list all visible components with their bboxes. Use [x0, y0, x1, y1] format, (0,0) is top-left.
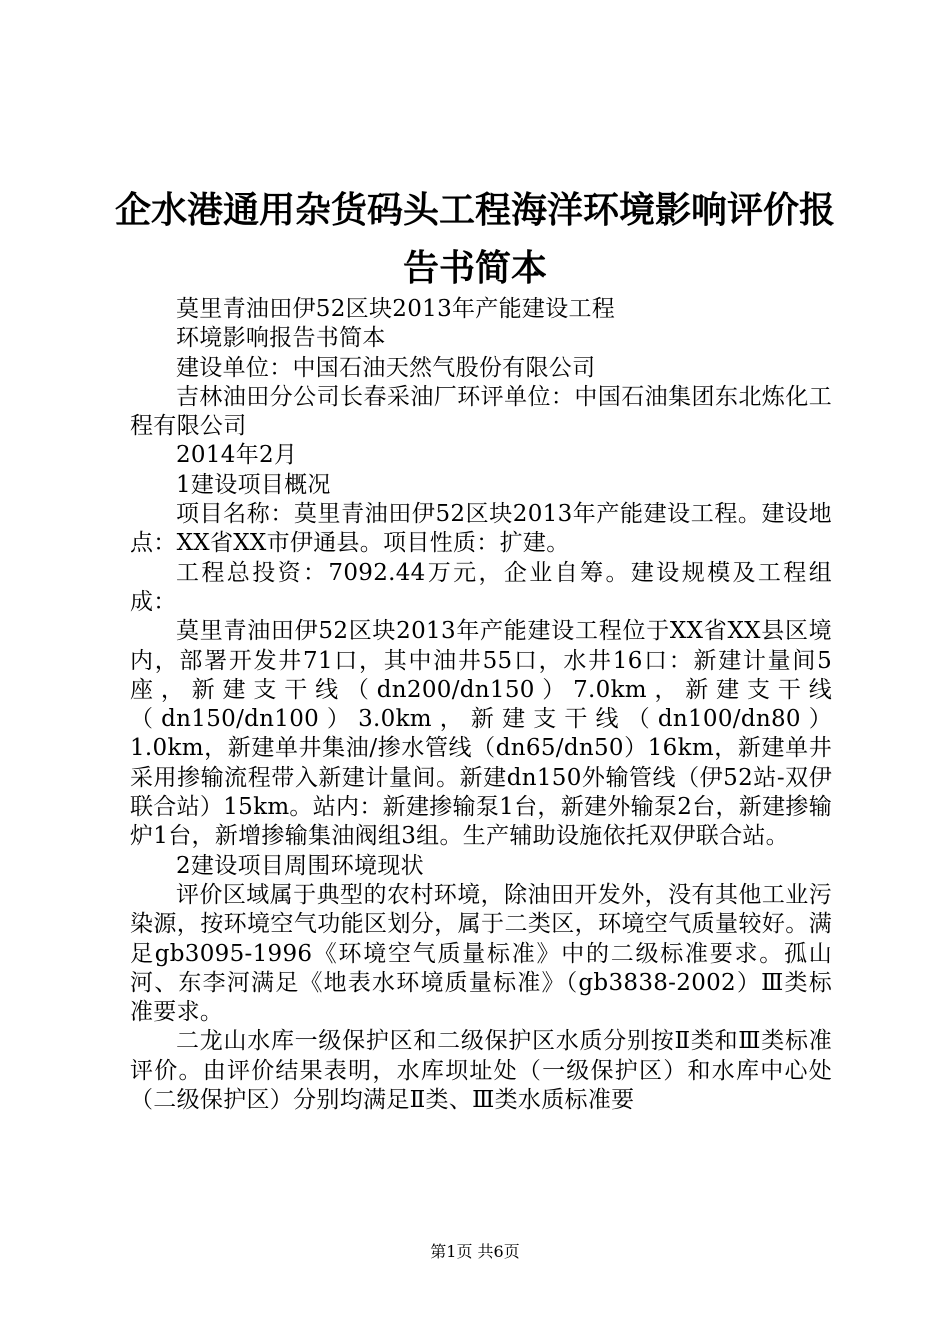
page-number-footer: 第1页 共6页 — [430, 1242, 520, 1261]
paragraph-assessment-unit: 吉林油田分公司长春采油厂环评单位：中国石油集团东北炼化工程有限公司 — [130, 383, 832, 440]
paragraph-report-type: 环境影响报告书简本 — [176, 325, 386, 352]
paragraph-environment-status: 评价区域属于典型的农村环境，除油田开发外，没有其他工业污染源，按环境空气功能区划分，属于二类区，环境空气质量较好。满足gb3095-1996《环境空气质量标准》中的二级标准要求。孤山河、东李河满足《地表水环境质量标准》（gb3838-2002）Ⅲ类标准要求。 — [130, 881, 832, 1026]
paragraph-project-name: 莫里青油田伊52区块2013年产能建设工程 — [176, 296, 616, 322]
paragraph-reservoir: 二龙山水库一级保护区和二级保护区水质分别按Ⅱ类和Ⅲ类标准评价。由评价结果表明，水库坝址处（一级保护区）和水库中心处（二级保护区）分别均满足Ⅱ类、Ⅲ类水质标准要 — [130, 1028, 832, 1114]
paragraph-investment: 工程总投资：7092.44万元，企业自筹。建设规模及工程组成： — [130, 559, 832, 615]
paragraph-date: 2014年2月 — [176, 442, 298, 469]
paragraph-scale: 莫里青油田伊52区块2013年产能建设工程位于XX省XX县区境内，部署开发井71口，其中油井55口，水井16口：新建计量间5座，新建支干线（dn200/dn150）7.0km，新建支干线（dn150/dn100）3.0km，新建支干线（dn100/dn80）1.0km，新建单井集油/掺水管线（dn65/dn50）16km，新建单井采用掺输流程带入新建计量间。新建dn150外输管线（伊52站-双伊联合站）15km。站内：新建掺输泵1台，新建外输泵2台，新建掺输炉1台，新增掺输集油阀组3组。生产辅助设施依托双伊联合站。 — [130, 618, 832, 850]
document-body — [130, 295, 832, 1115]
section-heading-overview: 1建设项目概况 — [176, 471, 331, 498]
paragraph-construction-unit: 建设单位：中国石油天然气股份有限公司 — [176, 354, 596, 381]
paragraph-project-info: 项目名称：莫里青油田伊52区块2013年产能建设工程。建设地点：XX省XX市伊通县。项目性质：扩建。 — [130, 501, 832, 557]
section-heading-environment: 2建设项目周围环境现状 — [176, 852, 424, 879]
document-title-line-2: 告书简本 — [402, 247, 547, 289]
document-title-line-1: 企水港通用杂货码头工程海洋环境影响评价报 — [114, 189, 835, 231]
